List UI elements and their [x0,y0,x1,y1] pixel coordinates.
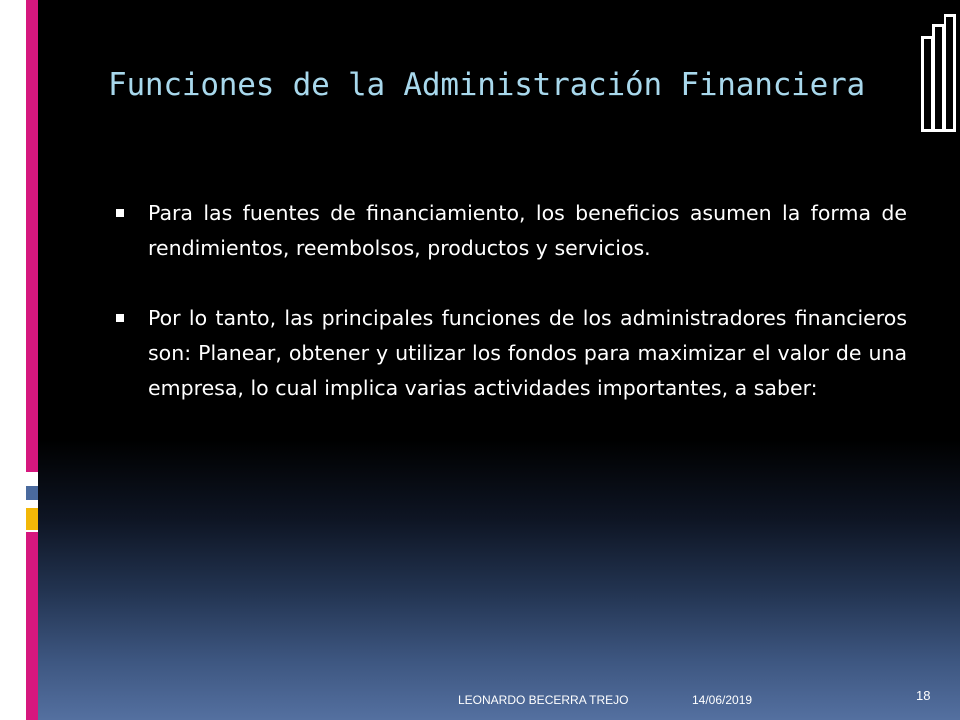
bullet-item [110,301,907,406]
left-accent-strip [0,0,38,720]
stacked-cards-icon [918,8,958,136]
bullet-item [110,196,907,266]
bullet-square-icon [116,314,124,322]
footer-author: LEONARDO BECERRA TREJO [458,693,629,707]
bullet-text: Por lo tanto, las principales funciones de los administradores financieros son: Planear, obtener y utilizar los fondos para maximizar el valor de una empresa, lo cual implica varias actividades importantes, a saber: [148,306,907,400]
accent-bar-blue [26,486,38,500]
accent-bar-magenta-bottom [26,532,38,720]
bullet-text: Para las fuentes de financiamiento, los beneficios asumen la forma de rendimientos, reembolsos, productos y servicios. [148,201,907,260]
bullet-square-icon [116,209,124,217]
slide-page-number: 18 [916,688,931,703]
accent-bar-yellow [26,508,38,530]
slide-title: Funciones de la Administración Financiera [108,67,866,103]
footer-date: 14/06/2019 [692,693,753,707]
accent-bar-magenta-top [26,0,38,472]
bullet-list [110,196,907,441]
